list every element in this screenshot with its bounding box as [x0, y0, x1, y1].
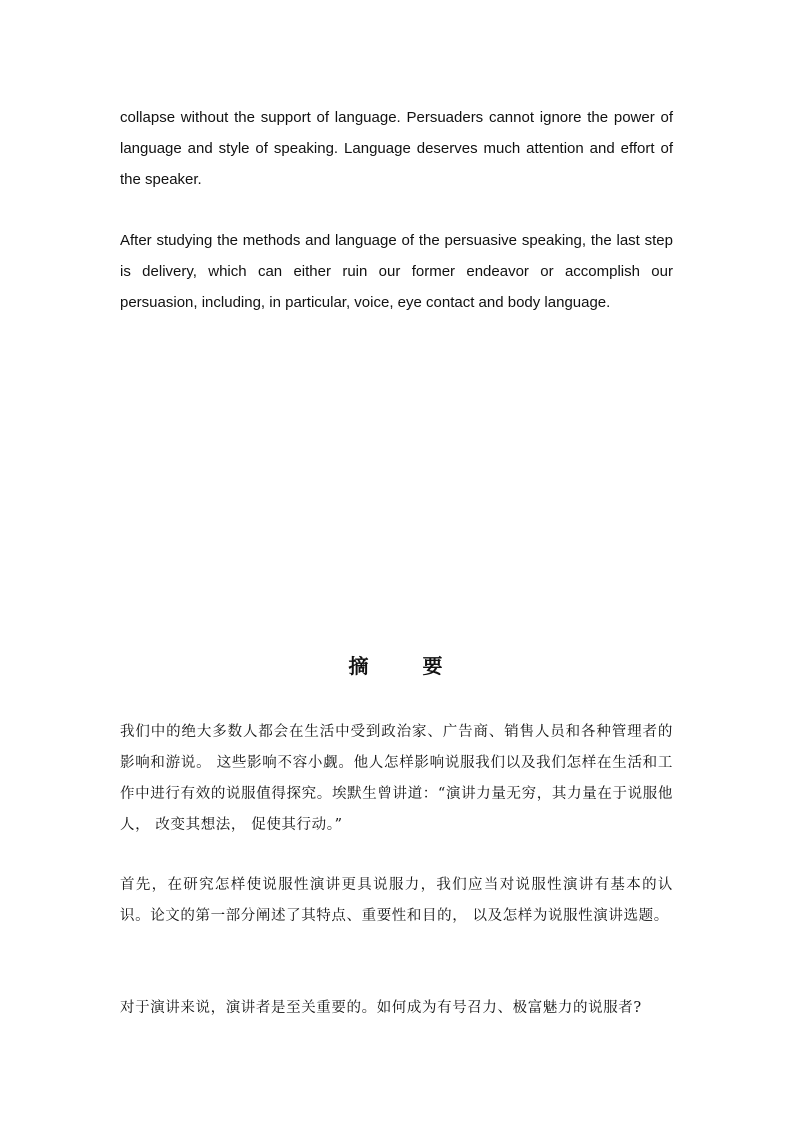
chinese-paragraph-2: 首先，在研究怎样使说服性演讲更具说服力，我们应当对说服性演讲有基本的认识。论文的第一部分阐述了其特点、重要性和目的， 以及怎样为说服性演讲选题。 — [120, 877, 673, 924]
chinese-paragraph-3: 对于演讲来说，演讲者是至关重要的。如何成为有号召力、极富魅力的说服者? — [120, 1000, 642, 1016]
abstract-heading — [0, 650, 793, 679]
chinese-paragraph-1: 我们中的绝大多数人都会在生活中受到政治家、广告商、销售人员和各种管理者的影响和游说。 这些影响不容小觑。他人怎样影响说服我们以及我们怎样在生活和工作中进行有效的说服值得探究。埃默生曾讲道：“演讲力量无穷，其力量在于说服他人， 改变其想法， 促使其行动。” — [120, 724, 673, 833]
abstract-heading-char-2: 要 — [422, 654, 445, 678]
english-paragraph-1: collapse without the support of language. Persuaders cannot ignore the power of language and style of speaking. Language deserves much attention and effort of the speaker. — [120, 109, 673, 188]
english-paragraph-2: After studying the methods and language of the persuasive speaking, the last step is delivery, which can either ruin our former endeavor or accomplish our persuasion, including, in particular, voice, eye contact and body language. — [120, 232, 673, 311]
abstract-heading-char-1: 摘 — [348, 654, 371, 678]
